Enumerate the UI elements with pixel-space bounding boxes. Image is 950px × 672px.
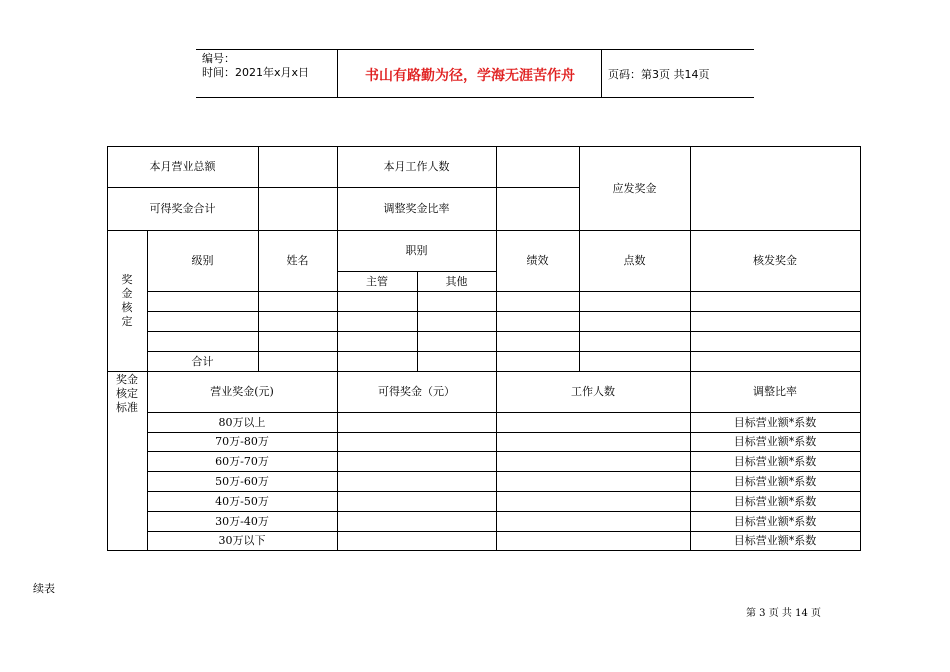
bonus-payable-value[interactable] [690,146,860,230]
ratio-formula: 目标营业额*系数 [733,454,817,468]
approved-bonus-header: 核发奖金 [753,254,797,267]
monthly-staff-label: 本月工作人数 [383,160,450,173]
verify-section-label: 奖金核定 [121,272,133,328]
serial-label: 编号： [202,52,235,65]
revenue-bonus-header: 营业奖金(元) [210,385,274,398]
ratio-formula: 目标营业额*系数 [733,514,817,528]
performance-header: 绩效 [526,254,549,267]
manager-header: 主管 [366,274,388,288]
standard-section-label: 奖金核定标准 [116,373,138,414]
monthly-revenue-label: 本月营业总额 [149,160,216,173]
revenue-range: 60万-70万 [215,454,269,468]
level-header: 级别 [191,254,214,267]
bonus-payable-label: 应发奖金 [612,181,657,195]
other-header: 其他 [445,274,468,288]
revenue-range: 30万以下 [218,534,266,547]
revenue-range: 40万-50万 [215,494,269,508]
revenue-range: 80万以上 [218,415,266,429]
monthly-staff-value[interactable] [496,146,579,187]
header-meta [202,52,309,80]
footer-page-number: 第 3 页 共 14 页 [746,608,821,619]
verify-section-label-cell [107,230,147,371]
header-motto: 书山有路勤为径，学海无涯苦作舟 [365,68,575,84]
revenue-range: 70万-80万 [215,435,269,448]
time-label: 时间：2021年x月x日 [202,66,310,79]
ratio-formula: 目标营业额*系数 [733,474,817,488]
ratio-formula: 目标营业额*系数 [733,415,817,429]
revenue-range: 50万-60万 [215,474,269,488]
page-header [196,49,754,98]
points-header: 点数 [623,254,646,267]
adjust-ratio-label: 调整奖金比率 [383,202,450,215]
ratio-formula: 目标营业额*系数 [733,534,817,547]
staff-count-header: 工作人数 [571,385,615,398]
ratio-formula: 目标营业额*系数 [733,494,817,508]
name-header: 姓名 [286,254,309,267]
adjust-ratio-header: 调整比率 [753,385,797,398]
adjust-ratio-value[interactable] [496,187,579,230]
available-bonus-value[interactable] [258,187,337,230]
continued-label: 续表 [33,582,55,595]
available-bonus-header: 可得奖金（元） [378,385,455,398]
header-page-label: 页码：第3页 共14页 [608,68,710,81]
revenue-range: 30万-40万 [215,514,269,528]
standard-section-label-cell [107,371,147,552]
available-bonus-label: 可得奖金合计 [149,202,216,215]
ratio-formula: 目标营业额*系数 [733,435,817,448]
total-label: 合计 [191,354,214,368]
monthly-revenue-value[interactable] [258,146,337,187]
position-header: 职别 [405,244,428,257]
header-divider [601,50,602,97]
